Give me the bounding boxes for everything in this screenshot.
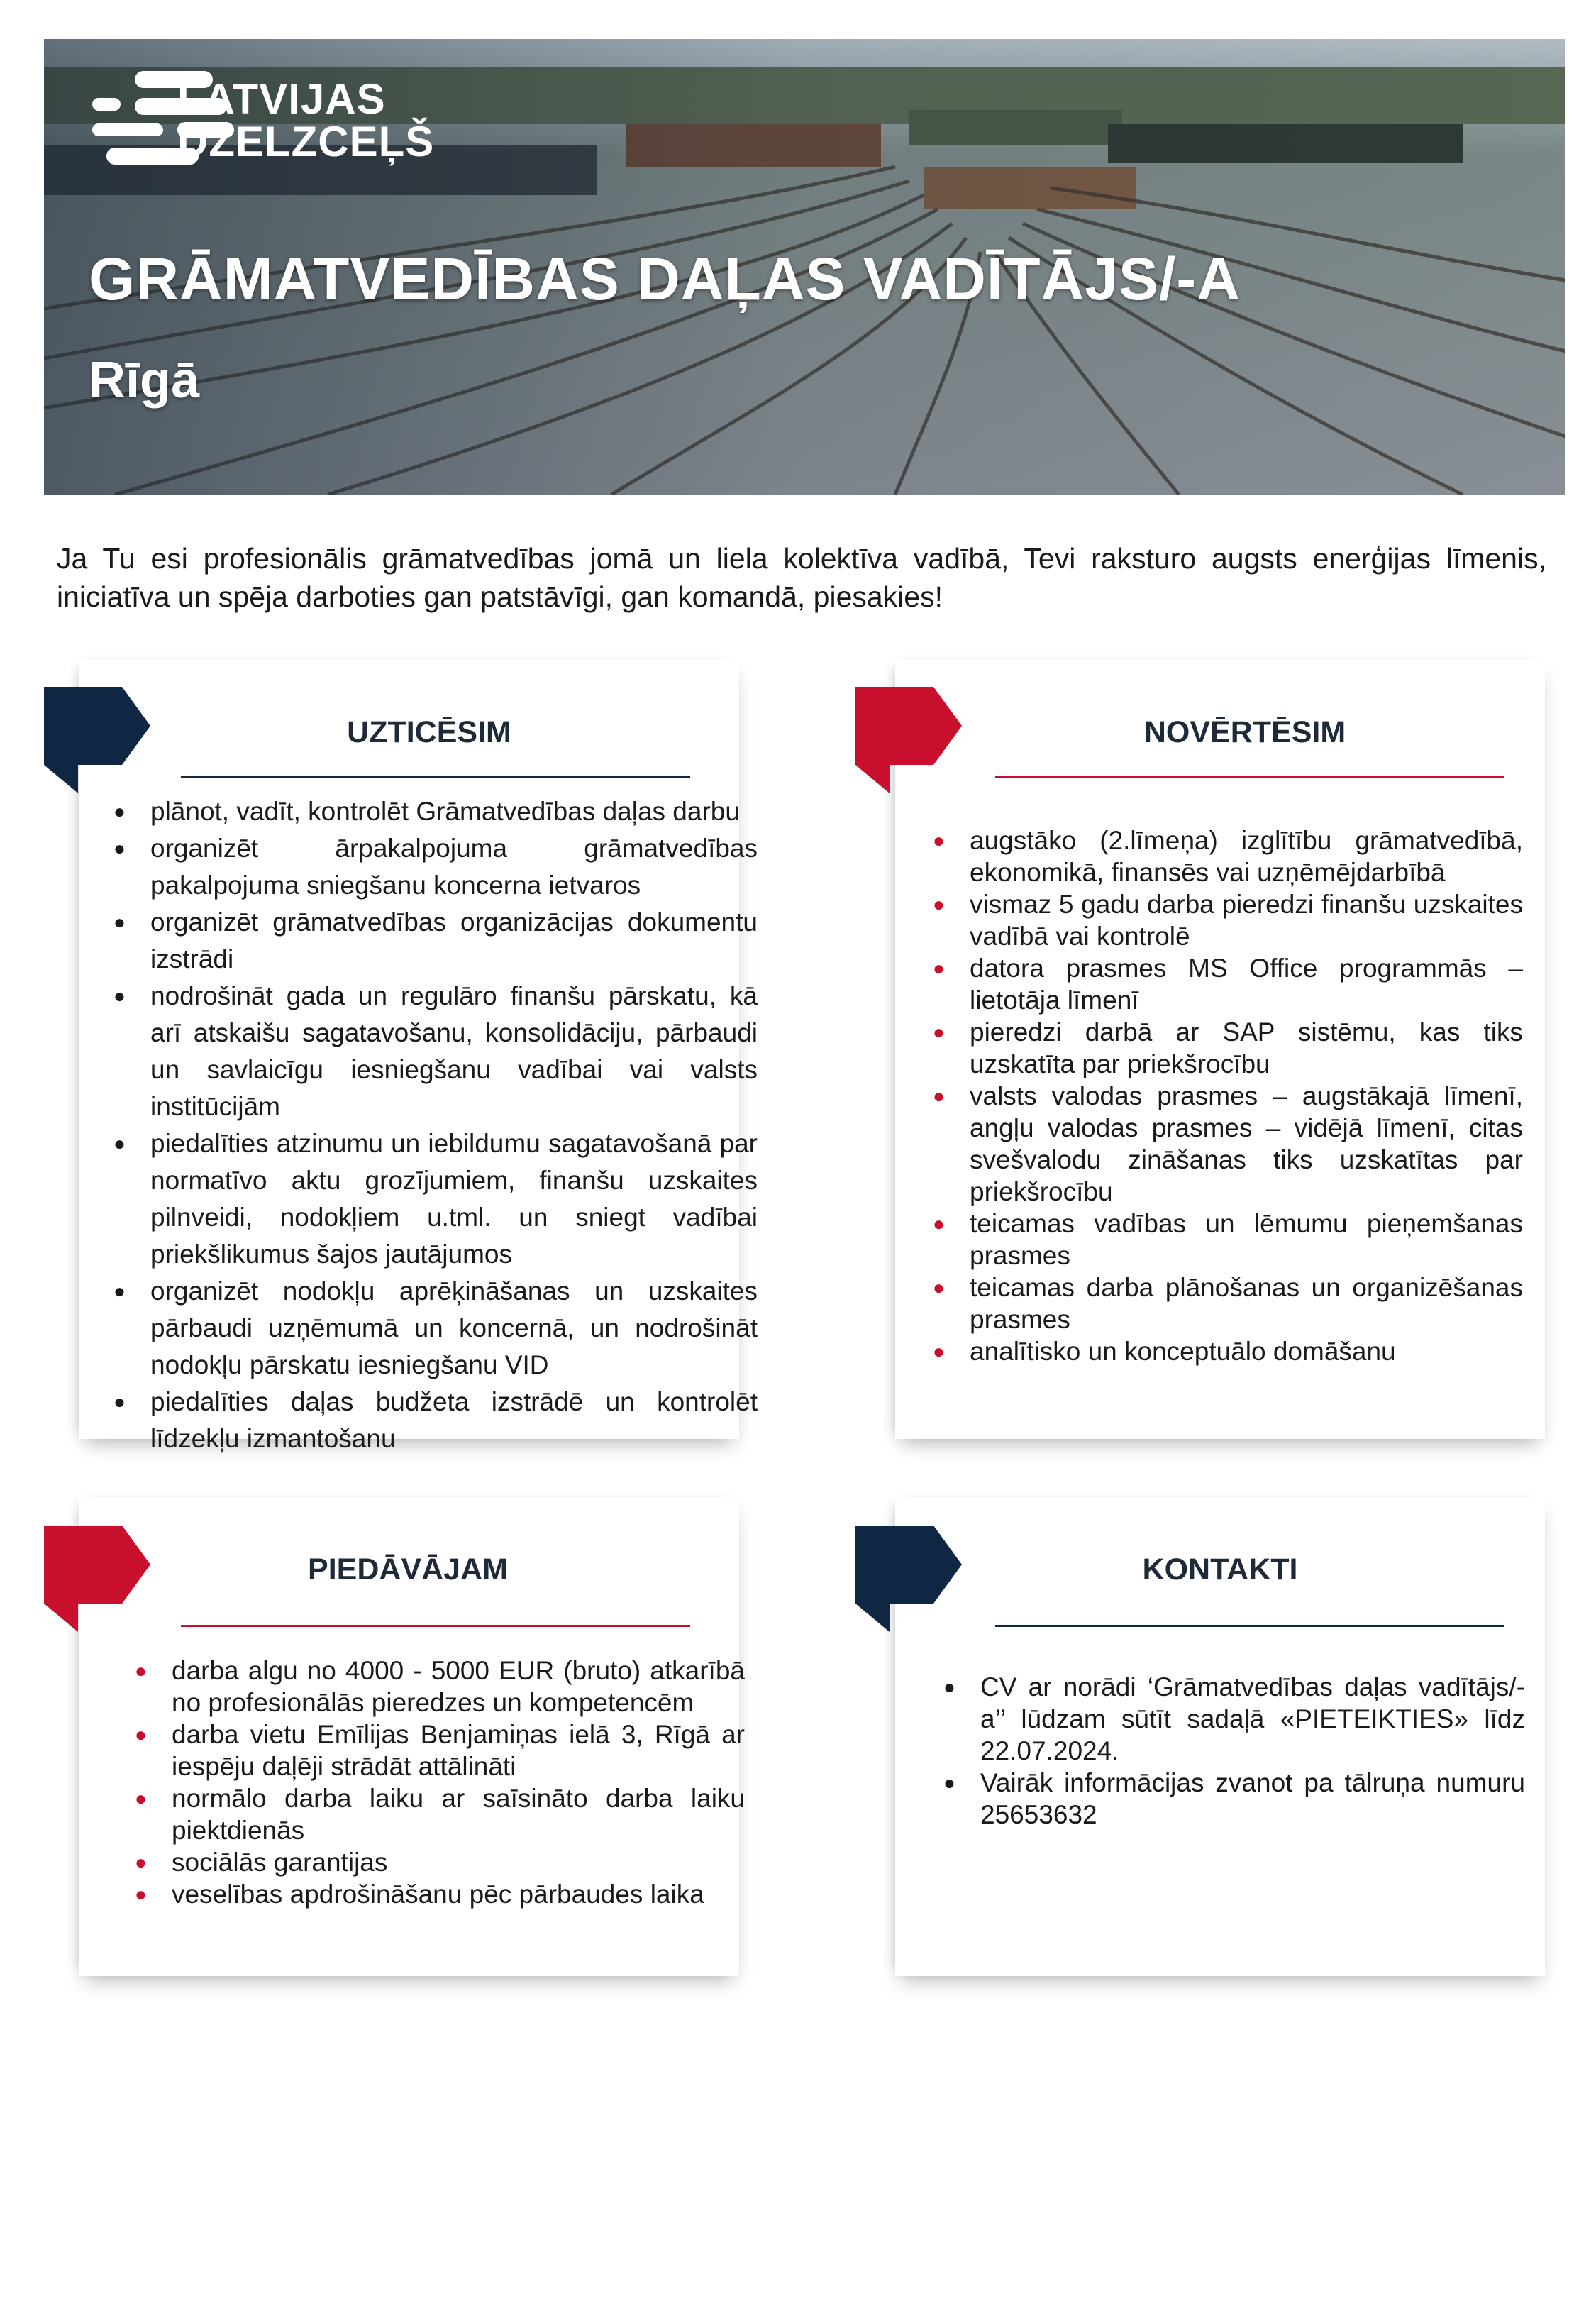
section-rule-contacts xyxy=(995,1625,1504,1627)
list-item-text: veselības apdrošināšanu pēc pārbaudes laika xyxy=(172,1880,704,1909)
list-item xyxy=(933,1208,1523,1271)
list-item-text: organizēt grāmatvedības organizācijas dokumentu izstrādi xyxy=(150,907,758,973)
list-item xyxy=(135,1655,745,1719)
bullet-icon: ● xyxy=(113,1132,126,1154)
bullet-icon: ● xyxy=(943,1676,955,1698)
list-item xyxy=(933,1271,1523,1335)
section-rule-evaluate xyxy=(995,776,1504,778)
bullet-icon: ● xyxy=(933,829,945,851)
list-item-text: augstāko (2.līmeņa) izglītību grāmatvedībā, ekonomikā, finansēs vai uzņēmējdarbībā xyxy=(970,826,1523,887)
list-item-text: organizēt nodokļu aprēķināšanas un uzskaites pārbaudi uzņēmumā un koncernā, un nodrošināt nodokļu pārskatu iesniegšanu VID xyxy=(150,1276,758,1379)
bullet-icon: ● xyxy=(113,800,126,822)
list-item xyxy=(113,830,758,904)
list-item xyxy=(933,824,1523,888)
list-item xyxy=(113,978,758,1125)
section-rule-trust xyxy=(181,776,690,778)
company-logo-text xyxy=(177,75,435,165)
bullet-icon: ● xyxy=(933,893,945,915)
bullet-icon: ● xyxy=(933,1340,945,1362)
bullet-icon: ● xyxy=(135,1723,147,1745)
list-item-text: piedalīties daļas budžeta izstrādē un kontrolēt līdzekļu izmantošanu xyxy=(150,1387,758,1453)
bullet-icon: ● xyxy=(135,1660,147,1682)
bullet-icon: ● xyxy=(933,1085,945,1107)
bullet-icon: ● xyxy=(135,1883,147,1905)
navy-tab-icon xyxy=(44,687,152,793)
section-rule-offer xyxy=(181,1625,690,1627)
list-item-text: datora prasmes MS Office programmās – lietotāja līmenī xyxy=(970,954,1523,1015)
list-item-text: valsts valodas prasmes – augstākajā līmenī, angļu valodas prasmes – vidējā līmenī, citas svešvalodu zināšanas tiks uzskatītas par priekšrocību xyxy=(970,1081,1523,1206)
list-item-text: plānot, vadīt, kontrolēt Grāmatvedības daļas darbu xyxy=(150,797,740,826)
section-title-evaluate: NOVĒRTĒSIM xyxy=(1143,715,1346,749)
list-item xyxy=(933,1016,1523,1080)
list-item-text: piedalīties atzinumu un iebildumu sagatavošanā par normatīvo aktu grozījumiem, finanšu uzskaites pilnveidi, nodokļiem u.tml. un sniegt vadībai priekšlikumus šajos jautājumos xyxy=(150,1129,758,1269)
list-item-text: analītisko un konceptuālo domāšanu xyxy=(970,1337,1396,1366)
job-title: GRĀMATVEDĪBAS DAĻAS VADĪTĀJS/-A xyxy=(89,246,1241,312)
list-item xyxy=(113,793,758,830)
list-item-text: teicamas vadības un lēmumu pieņemšanas prasmes xyxy=(970,1209,1523,1270)
bullet-icon: ● xyxy=(113,837,126,859)
section-title-contacts: KONTAKTI xyxy=(1142,1552,1298,1587)
list-item-text: nodrošināt gada un regulāro finanšu pārskatu, kā arī atskaišu sagatavošanu, konsolidāciju, pārbaudi un savlaicīgu iesniegšanu vadībai vai valsts institūcijām xyxy=(150,981,758,1121)
navy-tab-icon xyxy=(855,1526,963,1632)
list-item xyxy=(113,1384,758,1457)
job-location: Rīgā xyxy=(89,352,200,409)
bullet-icon: ● xyxy=(933,957,945,979)
bullet-icon: ● xyxy=(933,1276,945,1298)
offer-list xyxy=(135,1655,745,1910)
bullet-icon: ● xyxy=(933,1021,945,1043)
bullet-icon: ● xyxy=(135,1787,147,1809)
list-item-text: normālo darba laiku ar saīsināto darba laiku piektdienās xyxy=(172,1784,745,1845)
logo-line1: LATVIJAS xyxy=(177,75,386,123)
list-item xyxy=(943,1767,1525,1831)
list-item-text: CV ar norādi ‘Grāmatvedības daļas vadītājs/-a’’ lūdzam sūtīt sadaļā «PIETEIKTIES» līdz 22.07.2024. xyxy=(980,1672,1525,1765)
list-item-text: organizēt ārpakalpojuma grāmatvedības pakalpojuma sniegšanu koncerna ietvaros xyxy=(150,834,758,900)
bullet-icon: ● xyxy=(113,1280,126,1302)
red-tab-icon xyxy=(855,687,963,793)
list-item-text: pieredzi darbā ar SAP sistēmu, kas tiks uzskatīta par priekšrocību xyxy=(970,1017,1523,1078)
list-item xyxy=(135,1719,745,1782)
section-title-trust: UZTICĒSIM xyxy=(347,715,511,749)
list-item xyxy=(933,1080,1523,1208)
list-item xyxy=(135,1878,745,1910)
bullet-icon: ● xyxy=(113,985,126,1007)
bullet-icon: ● xyxy=(113,911,126,933)
list-item-text: darba algu no 4000 - 5000 EUR (bruto) atkarībā no profesionālās pieredzes un kompetencēm xyxy=(172,1656,745,1717)
bullet-icon: ● xyxy=(135,1851,147,1873)
bullet-icon: ● xyxy=(943,1772,955,1794)
list-item xyxy=(933,952,1523,1016)
red-tab-icon xyxy=(44,1526,152,1632)
list-item xyxy=(933,888,1523,952)
list-item-text: darba vietu Emīlijas Benjamiņas ielā 3, Rīgā ar iespēju daļēji strādāt attālināti xyxy=(172,1720,745,1781)
list-item-text: Vairāk informācijas zvanot pa tālruņa numuru 25653632 xyxy=(980,1768,1525,1829)
list-item-text: vismaz 5 gadu darba pieredzi finanšu uzskaites vadībā vai kontrolē xyxy=(970,890,1523,951)
evaluate-list xyxy=(933,824,1523,1367)
list-item-text: teicamas darba plānošanas un organizēšanas prasmes xyxy=(970,1273,1523,1334)
section-title-offer: PIEDĀVĀJAM xyxy=(308,1552,508,1587)
bullet-icon: ● xyxy=(933,1213,945,1235)
list-item xyxy=(933,1335,1523,1367)
list-item xyxy=(113,904,758,978)
contacts-list xyxy=(943,1671,1525,1831)
list-item xyxy=(135,1846,745,1878)
list-item xyxy=(943,1671,1525,1767)
logo-line2: DZELZCEĻŠ xyxy=(177,118,435,165)
bullet-icon: ● xyxy=(113,1391,126,1413)
intro-paragraph: Ja Tu esi profesionālis grāmatvedības jomā un liela kolektīva vadībā, Tevi raksturo augsts enerģijas līmenis, iniciatīva un spēja darboties gan patstāvīgi, gan komandā, piesakies! xyxy=(57,542,1546,613)
list-item xyxy=(113,1273,758,1384)
list-item-text: sociālās garantijas xyxy=(172,1848,388,1877)
trust-list xyxy=(113,793,758,1457)
list-item xyxy=(113,1125,758,1273)
list-item xyxy=(135,1782,745,1846)
